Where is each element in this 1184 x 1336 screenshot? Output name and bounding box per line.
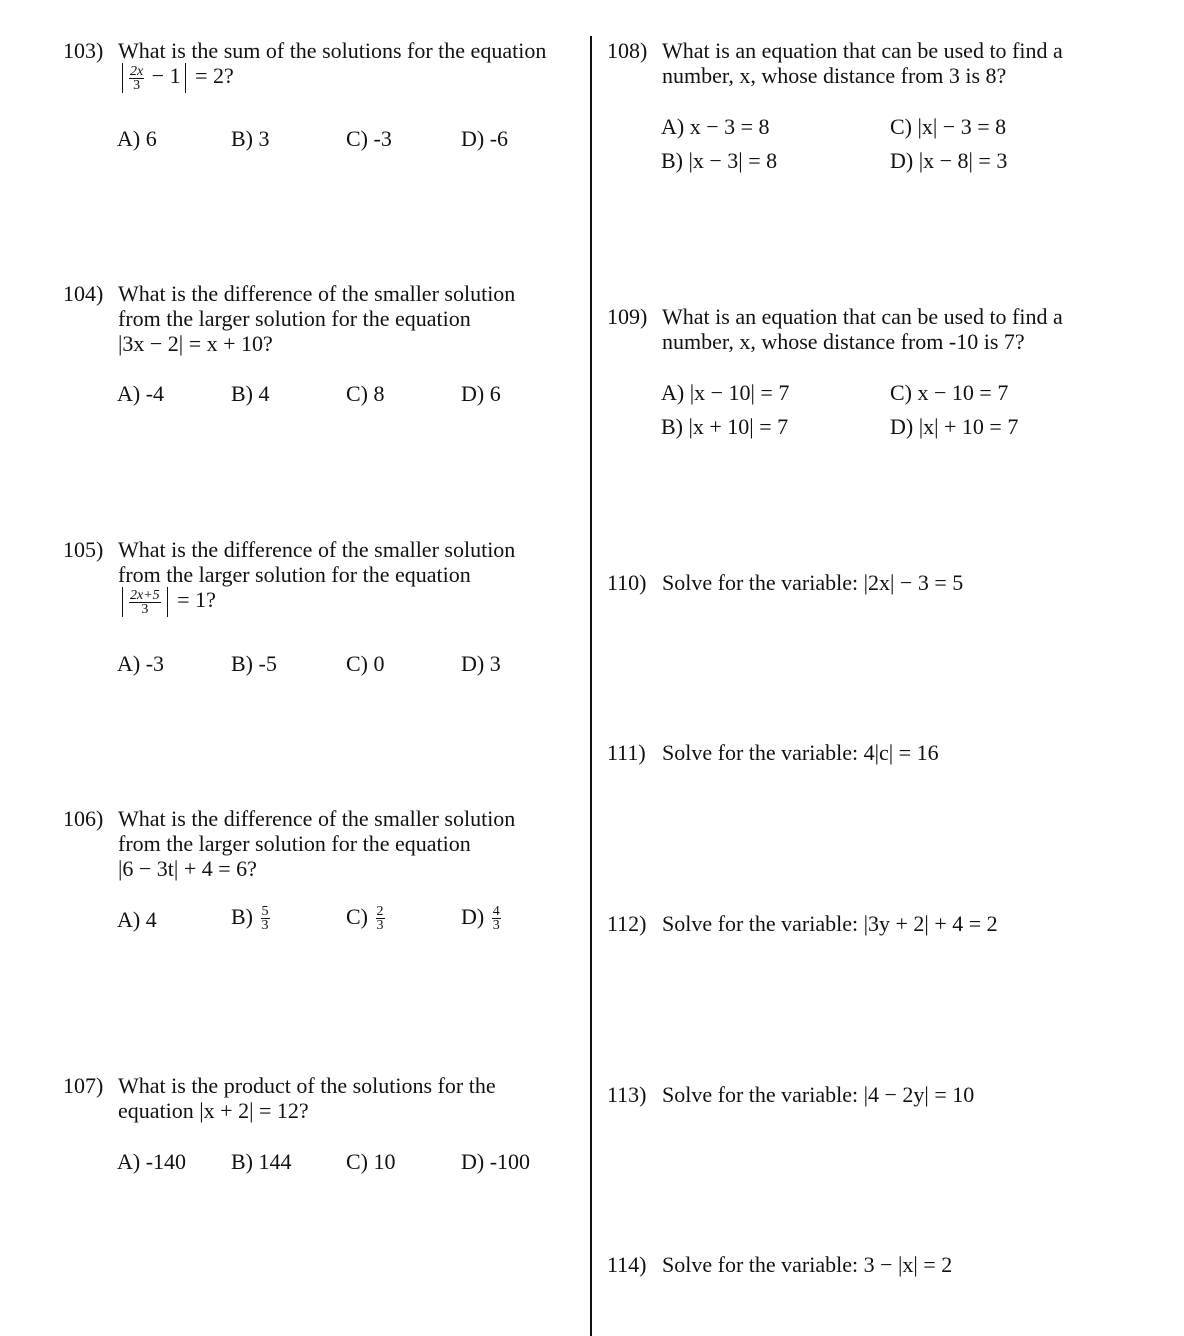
question-stem: [662, 38, 1063, 88]
question-stem: Solve for the variable: |3y + 2| + 4 = 2: [662, 911, 998, 936]
stem-line: What is an equation that can be used to find a: [662, 38, 1063, 63]
abs-bar: [167, 587, 168, 617]
fraction: [129, 65, 144, 92]
option-c[interactable]: C) x − 10 = 7: [890, 380, 1009, 405]
question-number: 113): [607, 1082, 647, 1107]
option-b[interactable]: B) 4: [231, 381, 270, 406]
question-114: [607, 1252, 1167, 1282]
question-112: [607, 911, 1167, 941]
question-number: 107): [63, 1073, 104, 1098]
abs-bar: [122, 587, 123, 617]
option-c[interactable]: [346, 904, 387, 932]
question-stem: [118, 537, 515, 617]
stem-line: |3x − 2| = x + 10?: [118, 331, 273, 356]
option-a[interactable]: A) |x − 10| = 7: [661, 380, 790, 405]
question-stem: [118, 281, 515, 356]
question-number: 114): [607, 1252, 647, 1277]
equation-rhs: = 2?: [195, 63, 234, 89]
stem-line: |6 − 3t| + 4 = 6?: [118, 856, 257, 881]
stem-line: What is the sum of the solutions for the equation: [118, 38, 547, 63]
fraction-numerator: 5: [261, 904, 269, 920]
option-c[interactable]: C) |x| − 3 = 8: [890, 114, 1007, 139]
question-number: 109): [607, 304, 648, 329]
option-b[interactable]: B) |x − 3| = 8: [661, 148, 778, 173]
option-b[interactable]: B) 144: [231, 1149, 292, 1174]
stem-line: from the larger solution for the equation: [118, 831, 471, 856]
fraction-denominator: 3: [141, 601, 149, 617]
option-d[interactable]: D) |x| + 10 = 7: [890, 414, 1019, 439]
fraction-denominator: 3: [261, 918, 269, 934]
stem-line: equation |x + 2| = 12?: [118, 1098, 309, 1123]
option-c[interactable]: C) -3: [346, 126, 392, 151]
option-c[interactable]: C) 0: [346, 651, 385, 676]
question-105: [63, 537, 583, 627]
question-number: 110): [607, 570, 647, 595]
equation: [118, 587, 515, 617]
fraction: [492, 905, 501, 932]
question-111: [607, 740, 1167, 770]
fraction: [129, 589, 161, 616]
stem-line: from the larger solution for the equation: [118, 562, 471, 587]
question-number: 106): [63, 806, 104, 831]
fraction-denominator: 3: [492, 918, 500, 934]
question-number: 105): [63, 537, 104, 562]
question-stem: Solve for the variable: 4|c| = 16: [662, 740, 939, 765]
question-stem: Solve for the variable: |2x| − 3 = 5: [662, 570, 964, 595]
abs-bar: [185, 63, 186, 93]
option-d[interactable]: D) -6: [461, 126, 509, 151]
stem-line: What is the difference of the smaller solution: [118, 537, 516, 562]
option-b[interactable]: B) |x + 10| = 7: [661, 414, 789, 439]
fraction: [376, 905, 385, 932]
option-a[interactable]: A) -3: [117, 651, 165, 676]
question-number: 103): [63, 38, 104, 63]
equation: [118, 63, 546, 93]
option-c[interactable]: C) 10: [346, 1149, 396, 1174]
question-104: [63, 281, 583, 361]
fraction-numerator: 2x: [130, 63, 144, 79]
stem-line: What is the difference of the smaller solution: [118, 281, 516, 306]
option-a[interactable]: A) -140: [117, 1149, 187, 1174]
fraction-denominator: 3: [133, 77, 141, 93]
fraction-numerator: 4: [492, 904, 500, 920]
option-a[interactable]: A) 6: [117, 126, 157, 151]
question-stem: [662, 304, 1063, 354]
question-number: 112): [607, 911, 647, 936]
question-106: [63, 806, 583, 886]
question-number: 104): [63, 281, 104, 306]
stem-line: What is an equation that can be used to find a: [662, 304, 1063, 329]
question-107: [63, 1073, 583, 1133]
option-b[interactable]: B) 3: [231, 126, 270, 151]
option-d[interactable]: D) -100: [461, 1149, 531, 1174]
option-d[interactable]: D) |x − 8| = 3: [890, 148, 1008, 173]
option-label: C): [346, 904, 368, 929]
question-109: [607, 304, 1167, 364]
question-108: [607, 38, 1167, 98]
fraction-numerator: 2: [376, 904, 384, 920]
question-stem: Solve for the variable: 3 − |x| = 2: [662, 1252, 953, 1277]
option-d[interactable]: [461, 904, 503, 932]
fraction: [261, 905, 270, 932]
option-label: D): [461, 904, 485, 929]
option-d[interactable]: D) 6: [461, 381, 501, 406]
option-label: B): [231, 904, 253, 929]
option-b[interactable]: B) -5: [231, 651, 277, 676]
question-110: [607, 570, 1167, 600]
option-b[interactable]: [231, 904, 272, 932]
abs-bar: [122, 63, 123, 93]
column-divider: [590, 36, 592, 1336]
fraction-numerator: 2x+5: [130, 587, 160, 603]
option-a[interactable]: A) x − 3 = 8: [661, 114, 770, 139]
option-a[interactable]: A) 4: [117, 907, 157, 932]
stem-line: What is the difference of the smaller solution: [118, 806, 516, 831]
question-stem: [118, 806, 515, 881]
question-number: 111): [607, 740, 646, 765]
option-a[interactable]: A) -4: [117, 381, 165, 406]
option-c[interactable]: C) 8: [346, 381, 385, 406]
fraction-denominator: 3: [376, 918, 384, 934]
question-stem: Solve for the variable: |4 − 2y| = 10: [662, 1082, 975, 1107]
equation-rhs: = 1?: [177, 587, 216, 613]
question-113: [607, 1082, 1167, 1112]
question-number: 108): [607, 38, 648, 63]
stem-line: number, x, whose distance from -10 is 7?: [662, 329, 1025, 354]
question-stem: [118, 1073, 496, 1123]
stem-line: What is the product of the solutions for the: [118, 1073, 496, 1098]
equation-tail: − 1: [151, 63, 181, 89]
stem-line: number, x, whose distance from 3 is 8?: [662, 63, 1007, 88]
question-stem: [118, 38, 546, 93]
option-d[interactable]: D) 3: [461, 651, 501, 676]
stem-line: from the larger solution for the equation: [118, 306, 471, 331]
